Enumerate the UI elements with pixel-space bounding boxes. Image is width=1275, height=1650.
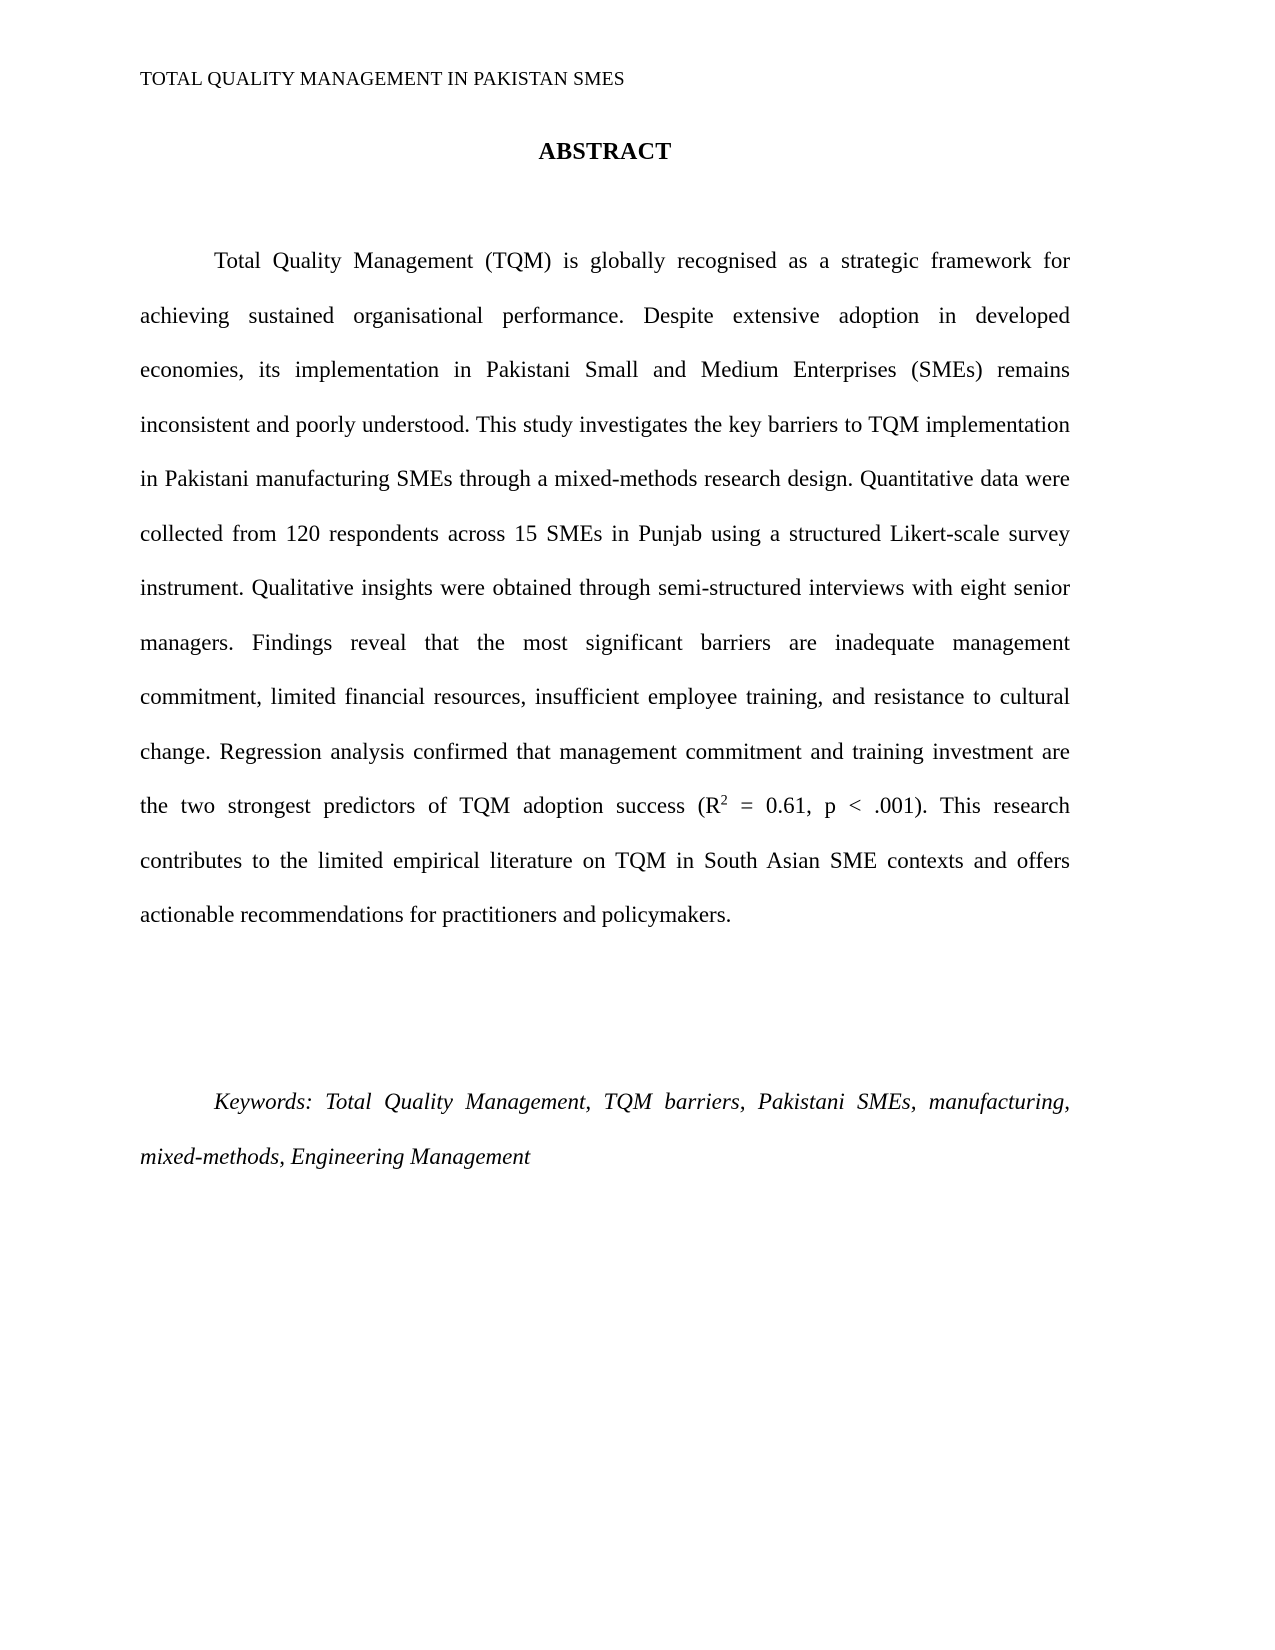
keywords-paragraph xyxy=(140,1075,1070,1184)
running-head: TOTAL QUALITY MANAGEMENT IN PAKISTAN SMES xyxy=(140,69,625,90)
abstract-text-part-2: = 0.61, p < .001). This research contributes to the limited empirical literature on TQM in South Asian SME contexts and offers actionable recommendations for practitioners and policymakers. xyxy=(140,793,1070,927)
keywords-label: Keywords: xyxy=(214,1089,313,1114)
abstract-text-part-1: Total Quality Management (TQM) is globally recognised as a strategic framework for achieving sustained organisational performance. Despite extensive adoption in developed economies, its implementation in Pakistani Small and Medium Enterprises (SMEs) remains inconsistent and poorly understood. This study investigates the key barriers to TQM implementation in Pakistani manufacturing SMEs through a mixed-methods research design. Quantitative data were collected from 120 respondents across 15 SMEs in Punjab using a structured Likert-scale survey instrument. Qualitative insights were obtained through semi-structured interviews with eight senior managers. Findings reveal that the most significant barriers are inadequate management commitment, limited financial resources, insufficient employee training, and resistance to cultural change. Regression analysis confirmed that management commitment and training investment are the two strongest predictors of TQM adoption success (R xyxy=(140,248,1070,818)
keywords-list-text: Total Quality Management, TQM barriers, Pakistani SMEs, manufacturing, mixed-methods, Engineering Management xyxy=(140,1089,1070,1169)
section-heading-abstract: ABSTRACT xyxy=(538,139,672,165)
r-squared-superscript: 2 xyxy=(720,792,728,809)
abstract-paragraph xyxy=(140,234,1070,943)
